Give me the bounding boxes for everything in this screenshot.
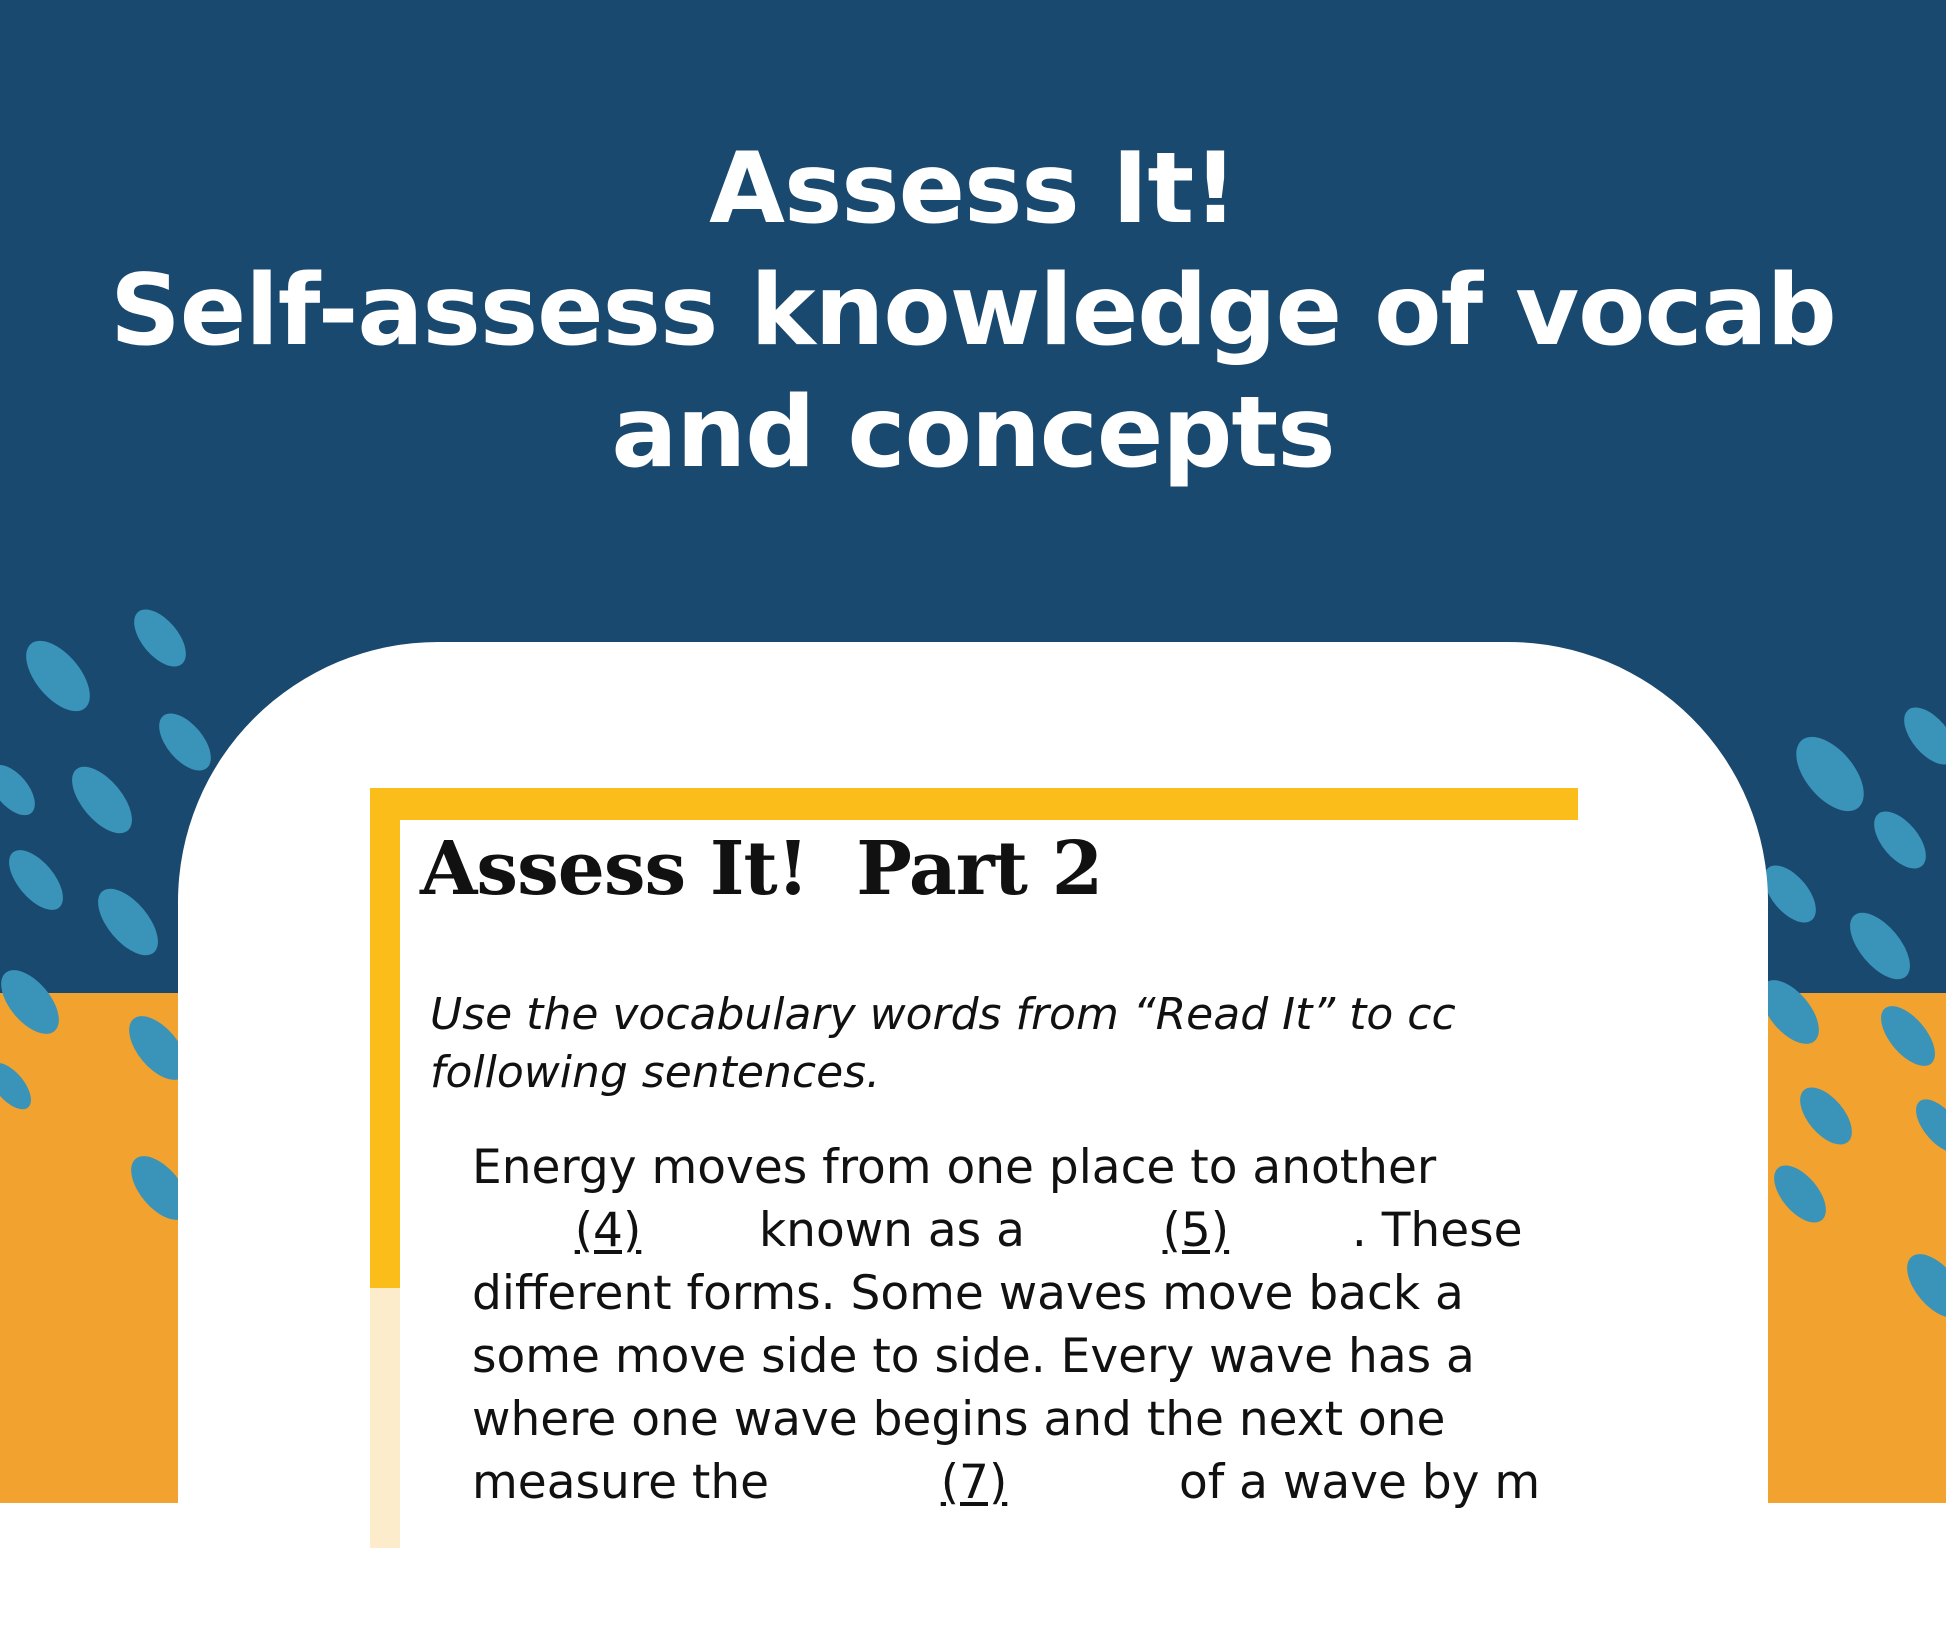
blank-4: (4) <box>574 1203 642 1258</box>
passage-line-6-end: of a wave by m <box>1164 1455 1541 1510</box>
worksheet-part-label: Part 2 <box>856 826 1103 912</box>
passage-line-6-start: measure the <box>472 1455 784 1510</box>
headline-subtitle-line1: Self-assess knowledge of vocab <box>110 254 1836 368</box>
worksheet-title <box>420 826 1102 912</box>
headline-title: Assess It! <box>709 132 1237 246</box>
headline-subtitle-line2: and concepts <box>611 376 1335 490</box>
instructions-line: Use the vocabulary words from “Read It” to cc <box>430 989 1456 1040</box>
worksheet-instructions <box>430 986 1578 1102</box>
right-dot-cluster <box>1750 698 1946 1328</box>
worksheet-preview <box>370 788 1578 1548</box>
passage-line-6 <box>472 1451 1578 1514</box>
worksheet-left-border <box>370 788 400 1288</box>
passage-line-1: Energy moves from one place to another <box>472 1140 1437 1195</box>
passage-line-4: some move side to side. Every wave has a <box>472 1329 1475 1384</box>
worksheet-passage <box>472 1136 1578 1514</box>
blank-7: (7) <box>940 1455 1008 1510</box>
passage-line-2 <box>472 1199 1578 1262</box>
passage-line-2-end: . These <box>1351 1203 1523 1258</box>
page-headline <box>0 128 1946 494</box>
instructions-line: following sentences. <box>430 1047 881 1098</box>
passage-line-2-middle: known as a <box>744 1203 1040 1258</box>
worksheet-left-border-faded <box>370 1288 400 1548</box>
passage-line-3: different forms. Some waves move back a <box>472 1266 1464 1321</box>
worksheet-title-main: Assess It! <box>420 826 809 912</box>
passage-line-5: where one wave begins and the next one <box>472 1392 1446 1447</box>
blank-5: (5) <box>1162 1203 1230 1258</box>
worksheet-top-border <box>370 788 1578 820</box>
